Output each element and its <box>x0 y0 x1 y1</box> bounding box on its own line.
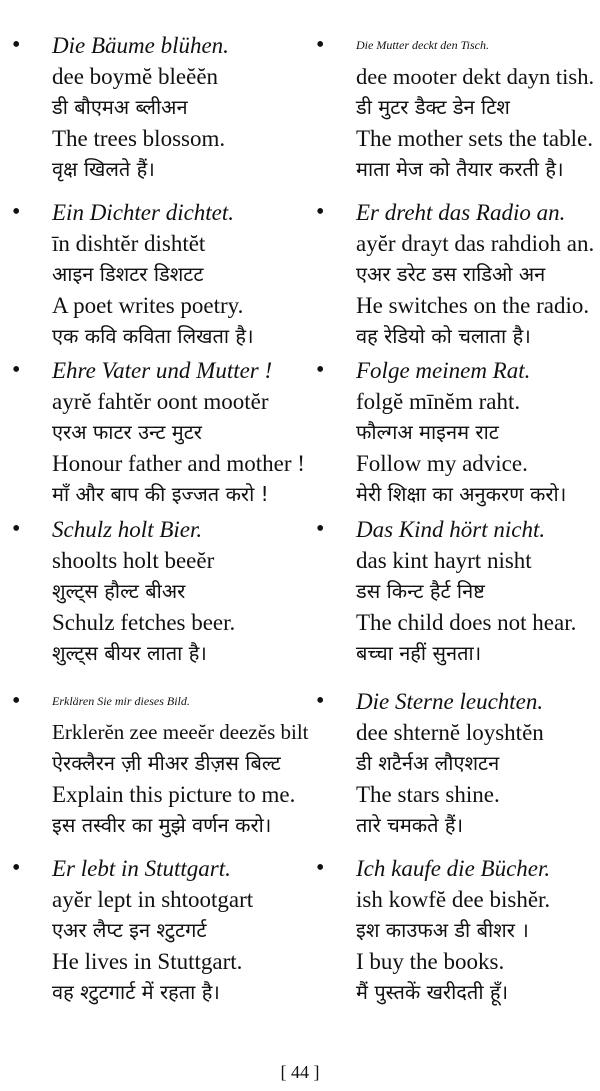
english-translation: Schulz fetches beer. <box>52 610 236 635</box>
hindi-translation: एक कवि कविता लिखता है। <box>52 324 254 348</box>
bullet-icon: • <box>316 32 325 58</box>
hindi-translation: माता मेज को तैयार करती है। <box>356 157 564 181</box>
english-translation: I buy the books. <box>356 949 505 974</box>
pronunciation-text: shoolts holt beeĕr <box>52 548 215 573</box>
german-phrase: Ehre Vater und Mutter ! <box>52 358 273 383</box>
bullet-icon: • <box>12 199 21 225</box>
page-number: [ 44 ] <box>280 1062 320 1082</box>
german-phrase: Die Bäume blühen. <box>52 33 229 58</box>
phrase-lines <box>356 197 594 352</box>
german-phrase: Er lebt in Stuttgart. <box>52 856 231 881</box>
pronunciation-text: ayĕr lept in shtootgart <box>52 887 254 912</box>
english-translation: A poet writes poetry. <box>52 293 244 318</box>
phrase-lines <box>52 197 254 352</box>
phrase-lines <box>52 853 253 1008</box>
english-translation: He switches on the radio. <box>356 293 590 318</box>
pronunciation-text: dee mooter dekt dayn tish. <box>356 64 595 89</box>
phrase-lines <box>356 30 594 185</box>
english-translation: The mother sets the table. <box>356 126 593 151</box>
german-phrase: Erklären Sie mir dieses Bild. <box>52 694 190 708</box>
pronunciation-text: Erklerĕn zee meeĕr deezĕs bilt <box>52 720 309 744</box>
devanagari-transliteration: एरअ फाटर उन्ट मुटर <box>52 420 202 444</box>
bullet-icon: • <box>12 357 21 383</box>
bullet-icon: • <box>12 688 21 714</box>
english-translation: Explain this picture to me. <box>52 782 296 807</box>
bullet-icon: • <box>12 32 21 58</box>
english-translation: Follow my advice. <box>356 451 528 476</box>
german-phrase: Er dreht das Radio an. <box>356 200 566 225</box>
bullet-icon: • <box>316 199 325 225</box>
hindi-translation: वह रेडियो को चलाता है। <box>356 324 531 348</box>
phrase-lines <box>356 355 566 510</box>
german-phrase: Das Kind hört nicht. <box>356 517 546 542</box>
hindi-translation: मेरी शिक्षा का अनुकरण करो। <box>356 482 567 506</box>
devanagari-transliteration: डस किन्ट हैर्ट निष्ट <box>356 579 485 603</box>
pronunciation-text: ayrĕ fahtĕr oont mootĕr <box>52 389 269 414</box>
english-translation: He lives in Stuttgart. <box>52 949 243 974</box>
bullet-icon: • <box>12 855 21 881</box>
english-translation: The stars shine. <box>356 782 500 807</box>
hindi-translation: मैं पुस्तकें खरीदती हूँ। <box>356 980 509 1004</box>
devanagari-transliteration: डी बौएमअ ब्लीअन <box>52 95 188 119</box>
hindi-translation: वह श्टुटगार्ट में रहता है। <box>52 980 220 1004</box>
german-phrase: Schulz holt Bier. <box>52 517 203 542</box>
hindi-translation: शुल्ट्स बीयर लाता है। <box>52 641 207 665</box>
bullet-icon: • <box>316 357 325 383</box>
hindi-translation: तारे चमकते हैं। <box>356 813 464 837</box>
german-phrase: Die Sterne leuchten. <box>356 689 544 714</box>
pronunciation-text: dee shternĕ loyshtĕn <box>356 720 544 745</box>
german-phrase: Die Mutter deckt den Tisch. <box>356 38 489 52</box>
english-translation: The child does not hear. <box>356 610 577 635</box>
devanagari-transliteration: इश काउफअ डी बीशर । <box>356 918 529 942</box>
phrase-lines <box>356 686 544 841</box>
german-phrase: Ein Dichter dichtet. <box>52 200 235 225</box>
phrase-lines <box>52 514 235 669</box>
devanagari-transliteration: डी मुटर डैक्ट डेन टिश <box>356 95 510 119</box>
english-translation: The trees blossom. <box>52 126 226 151</box>
devanagari-transliteration: एअर लैप्ट इन श्टुटगर्ट <box>52 918 207 942</box>
phrase-lines <box>52 30 229 185</box>
devanagari-transliteration: ऐरक्लैरन ज़ी मीअर डीज़स बिल्ट <box>52 751 281 775</box>
bullet-icon: • <box>316 855 325 881</box>
pronunciation-text: dee boymĕ bleĕĕn <box>52 64 219 89</box>
bullet-icon: • <box>316 516 325 542</box>
hindi-translation: वृक्ष खिलते हैं। <box>52 157 155 181</box>
phrase-lines <box>52 686 309 841</box>
hindi-translation: इस तस्वीर का मुझे वर्णन करो। <box>52 813 272 837</box>
hindi-translation: माँ और बाप की इज्जत करो ! <box>52 482 269 506</box>
devanagari-transliteration: आइन डिशटर डिशटट <box>52 262 204 286</box>
phrase-lines <box>52 355 305 510</box>
devanagari-transliteration: डी शटैर्नअ लौएशटन <box>356 751 500 775</box>
bullet-icon: • <box>316 688 325 714</box>
english-translation: Honour father and mother ! <box>52 451 305 476</box>
pronunciation-text: ish kowfĕ dee bishĕr. <box>356 887 551 912</box>
phrase-lines <box>356 514 576 669</box>
hindi-translation: बच्चा नहीं सुनता। <box>356 641 482 665</box>
pronunciation-text: folgĕ mīnĕm raht. <box>356 389 521 414</box>
devanagari-transliteration: फौल्गअ माइनम राट <box>356 420 499 444</box>
pronunciation-text: ayĕr drayt das rahdioh an. <box>356 231 595 256</box>
devanagari-transliteration: शुल्ट्स हौल्ट बीअर <box>52 579 186 603</box>
german-phrase: Ich kaufe die Bücher. <box>356 856 551 881</box>
pronunciation-text: das kint hayrt nisht <box>356 548 532 573</box>
bullet-icon: • <box>12 516 21 542</box>
pronunciation-text: īn dishtĕr dishtĕt <box>52 231 206 256</box>
phrase-lines <box>356 853 550 1008</box>
devanagari-transliteration: एअर डरेट डस राडिओ अन <box>356 262 546 286</box>
german-phrase: Folge meinem Rat. <box>356 358 531 383</box>
